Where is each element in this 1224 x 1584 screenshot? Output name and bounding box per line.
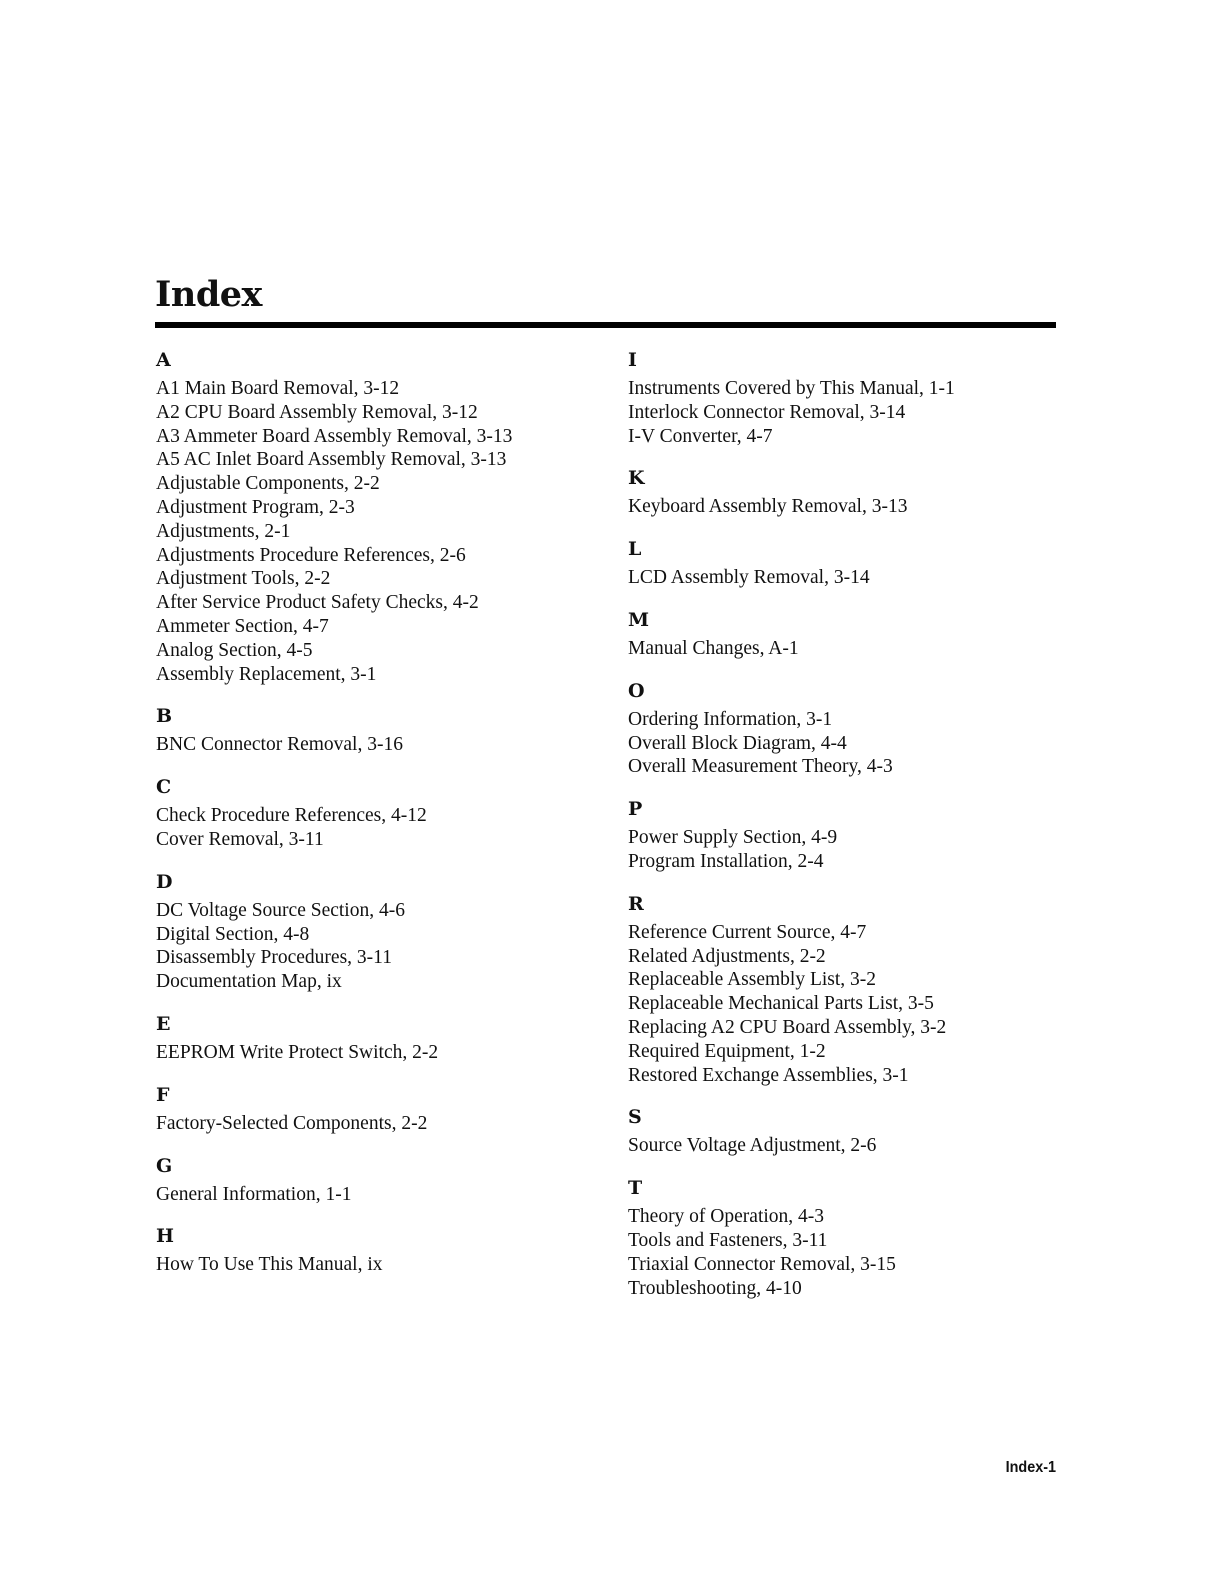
section-letter: F xyxy=(156,1083,170,1106)
index-section-e xyxy=(156,1007,606,1065)
index-section-b xyxy=(156,699,606,757)
index-entry: After Service Product Safety Checks, 4-2 xyxy=(156,592,479,614)
index-section-d xyxy=(156,865,606,994)
index-entry: Reference Current Source, 4-7 xyxy=(628,921,867,943)
index-entry: How To Use This Manual, ix xyxy=(156,1254,383,1276)
index-entry: Adjustments Procedure References, 2-6 xyxy=(156,544,466,566)
index-entry: Source Voltage Adjustment, 2-6 xyxy=(628,1135,877,1157)
index-section-f xyxy=(156,1078,606,1136)
index-entry: Adjustment Program, 2-3 xyxy=(156,496,355,518)
index-entry: Troubleshooting, 4-10 xyxy=(628,1277,802,1299)
section-letter: R xyxy=(628,892,644,915)
index-entry: I-V Converter, 4-7 xyxy=(628,425,773,447)
index-entry: Power Supply Section, 4-9 xyxy=(628,827,838,849)
index-entry: Assembly Replacement, 3-1 xyxy=(156,663,377,685)
index-entry: Manual Changes, A-1 xyxy=(628,637,799,659)
index-section-a xyxy=(156,343,606,686)
index-entry: Ordering Information, 3-1 xyxy=(628,708,833,730)
index-entry: BNC Connector Removal, 3-16 xyxy=(156,734,403,756)
index-entry: Program Installation, 2-4 xyxy=(628,850,824,872)
index-entry: Documentation Map, ix xyxy=(156,971,342,993)
index-entry: Theory of Operation, 4-3 xyxy=(628,1206,825,1228)
index-section-o xyxy=(628,674,1078,779)
section-letter: M xyxy=(628,608,650,631)
index-section-k xyxy=(628,461,1078,519)
index-section-h xyxy=(156,1219,606,1277)
index-entry: Digital Section, 4-8 xyxy=(156,923,310,945)
section-letter: G xyxy=(156,1154,173,1177)
index-section-g xyxy=(156,1149,606,1207)
index-entry: Factory-Selected Components, 2-2 xyxy=(156,1112,428,1134)
index-section-i xyxy=(628,343,1078,448)
index-section-t xyxy=(628,1171,1078,1300)
index-column-right xyxy=(628,343,1078,1313)
index-entry: Overall Block Diagram, 4-4 xyxy=(628,732,847,754)
section-letter: B xyxy=(156,705,173,728)
section-letter: E xyxy=(156,1012,171,1035)
index-entry: Disassembly Procedures, 3-11 xyxy=(156,947,392,969)
section-letter: H xyxy=(156,1225,174,1248)
index-entry: Analog Section, 4-5 xyxy=(156,639,313,661)
page-footer: Index-1 xyxy=(1005,1459,1056,1476)
index-section-l xyxy=(628,532,1078,590)
index-entry: Restored Exchange Assemblies, 3-1 xyxy=(628,1064,909,1086)
index-section-r xyxy=(628,887,1078,1088)
index-entry: Replacing A2 CPU Board Assembly, 3-2 xyxy=(628,1016,947,1038)
index-entry: Instruments Covered by This Manual, 1-1 xyxy=(628,378,955,399)
section-letter: D xyxy=(156,870,173,893)
section-letter: T xyxy=(628,1177,643,1200)
section-letter: C xyxy=(156,776,172,799)
section-letter: A xyxy=(156,349,171,371)
index-entry: Ammeter Section, 4-7 xyxy=(156,615,329,637)
section-letter: I xyxy=(628,349,637,371)
index-entry: A2 CPU Board Assembly Removal, 3-12 xyxy=(156,401,478,423)
index-entry: Adjustable Components, 2-2 xyxy=(156,473,380,495)
section-letter: O xyxy=(628,679,645,702)
index-entry: Tools and Fasteners, 3-11 xyxy=(628,1229,828,1251)
index-column-left xyxy=(156,343,606,1290)
index-entry: Adjustment Tools, 2-2 xyxy=(156,568,331,590)
index-entry: Overall Measurement Theory, 4-3 xyxy=(628,756,893,778)
section-letter: K xyxy=(628,467,645,490)
page-title: Index xyxy=(155,274,262,315)
index-section-m xyxy=(628,603,1078,661)
index-entry: A5 AC Inlet Board Assembly Removal, 3-13 xyxy=(156,449,507,471)
index-entry: General Information, 1-1 xyxy=(156,1183,352,1205)
index-entry: LCD Assembly Removal, 3-14 xyxy=(628,567,870,589)
index-entry: Check Procedure References, 4-12 xyxy=(156,805,427,827)
index-entry: Related Adjustments, 2-2 xyxy=(628,945,826,967)
section-letter: P xyxy=(628,798,643,821)
index-section-p xyxy=(628,792,1078,874)
index-entry: Triaxial Connector Removal, 3-15 xyxy=(628,1253,896,1275)
index-entry: A1 Main Board Removal, 3-12 xyxy=(156,378,400,399)
index-entry: Required Equipment, 1-2 xyxy=(628,1040,826,1062)
section-letter: S xyxy=(628,1106,642,1129)
index-section-c xyxy=(156,770,606,852)
index-entry: A3 Ammeter Board Assembly Removal, 3-13 xyxy=(156,425,513,447)
index-entry: Cover Removal, 3-11 xyxy=(156,828,324,850)
index-entry: DC Voltage Source Section, 4-6 xyxy=(156,899,405,921)
index-section-s xyxy=(628,1100,1078,1158)
index-entry: Keyboard Assembly Removal, 3-13 xyxy=(628,496,908,518)
title-rule xyxy=(155,322,1056,328)
index-entry: EEPROM Write Protect Switch, 2-2 xyxy=(156,1041,439,1063)
index-entry: Interlock Connector Removal, 3-14 xyxy=(628,401,906,423)
index-entry: Replaceable Assembly List, 3-2 xyxy=(628,969,877,991)
index-entry: Adjustments, 2-1 xyxy=(156,520,291,542)
section-letter: L xyxy=(628,538,642,561)
index-entry: Replaceable Mechanical Parts List, 3-5 xyxy=(628,993,934,1015)
